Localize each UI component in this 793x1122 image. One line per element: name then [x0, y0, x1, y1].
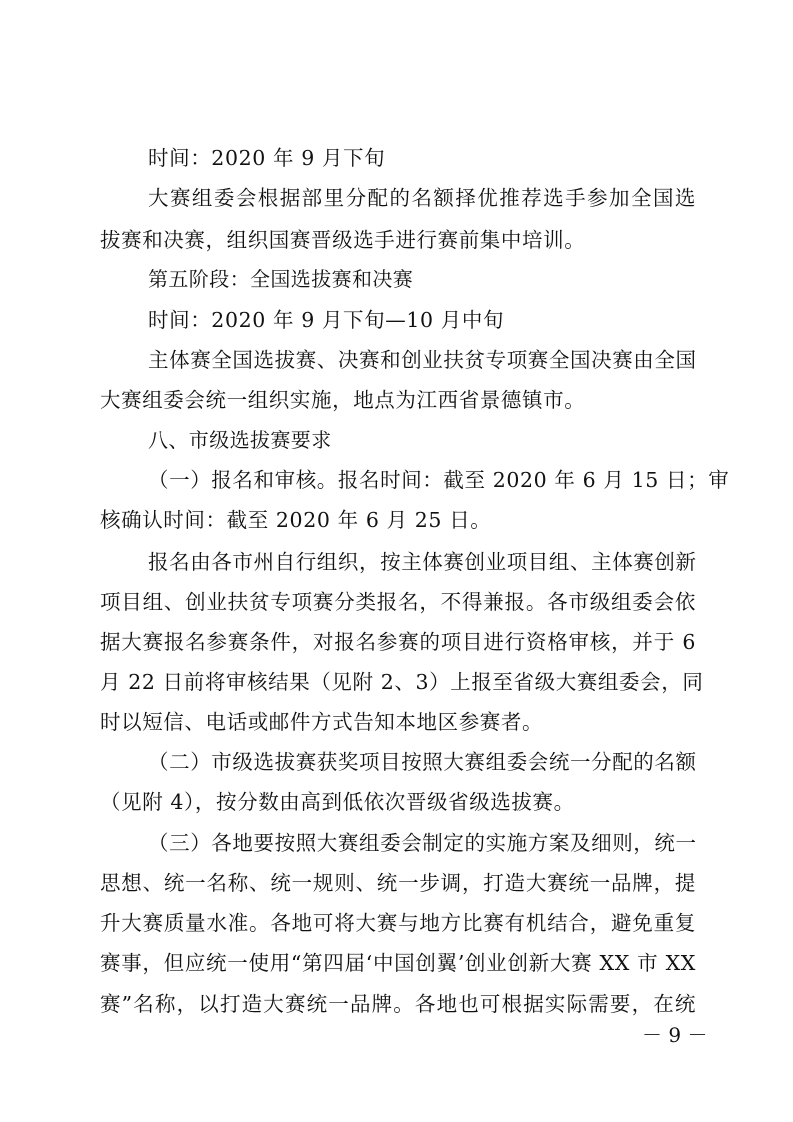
text-line-time-september: 时间：2020 年 9 月下旬: [148, 146, 386, 170]
text-line-time-october: 时间：2020 年 9 月下旬—10 月中旬: [148, 308, 505, 332]
text-line-category-registration: 项目组、创业扶贫专项赛分类报名，不得兼报。各市级组委会依: [100, 590, 696, 614]
text-line-registration-organized: 报名由各市州自行组织，按主体赛创业项目组、主体赛创新: [148, 550, 697, 574]
text-line-committee-recommend: 大赛组委会根据部里分配的名额择优推荐选手参加全国选: [148, 186, 696, 210]
text-line-report-results: 月 22 日前将审核结果（见附 2、3）上报至省级大赛组委会，同: [100, 670, 704, 694]
text-line-promotion: （见附 4），按分数由高到低依次晋级省级选拔赛。: [100, 790, 575, 814]
text-line-national-final: 主体赛全国选拔赛、决赛和创业扶贫专项赛全国决赛由全国: [148, 348, 697, 372]
text-line-implementation-plan: （三）各地要按照大赛组委会制定的实施方案及细则，统一: [148, 831, 697, 855]
stage-five-heading: 第五阶段：全国选拔赛和决赛: [148, 267, 414, 291]
text-line-quality-standard: 升大赛质量水准。各地可将大赛与地方比赛有机结合，避免重复: [100, 911, 696, 935]
text-line-registration-time: （一）报名和审核。报名时间：截至 2020 年 6 月 15 日；审: [148, 468, 730, 492]
text-line-qualification-review: 据大赛报名参赛条件，对报名参赛的项目进行资格审核，并于 6: [100, 630, 696, 654]
text-line-competition-name: 赛事，但应统一使用“第四届‘中国创翼’创业创新大赛 XX 市 XX: [100, 951, 696, 975]
text-line-jingdezhen: 大赛组委会统一组织实施，地点为江西省景德镇市。: [100, 388, 586, 412]
text-line-award-quota: （二）市级选拔赛获奖项目按照大赛组委会统一分配的名额: [148, 750, 697, 774]
page-number: － 9 －: [642, 1023, 708, 1047]
text-line-review-time: 核确认时间：截至 2020 年 6 月 25 日。: [100, 508, 492, 532]
text-line-training: 拔赛和决赛，组织国赛晋级选手进行赛前集中培训。: [100, 228, 586, 252]
text-line-notify-participants: 时以短信、电话或邮件方式告知本地区参赛者。: [100, 710, 544, 734]
text-line-unified-brand: 思想、统一名称、统一规则、统一步调，打造大赛统一品牌，提: [100, 871, 696, 895]
text-line-actual-needs: 赛”名称，以打造大赛统一品牌。各地也可根据实际需要，在统: [100, 992, 696, 1016]
section-eight-heading: 八、市级选拔赛要求: [148, 428, 332, 452]
